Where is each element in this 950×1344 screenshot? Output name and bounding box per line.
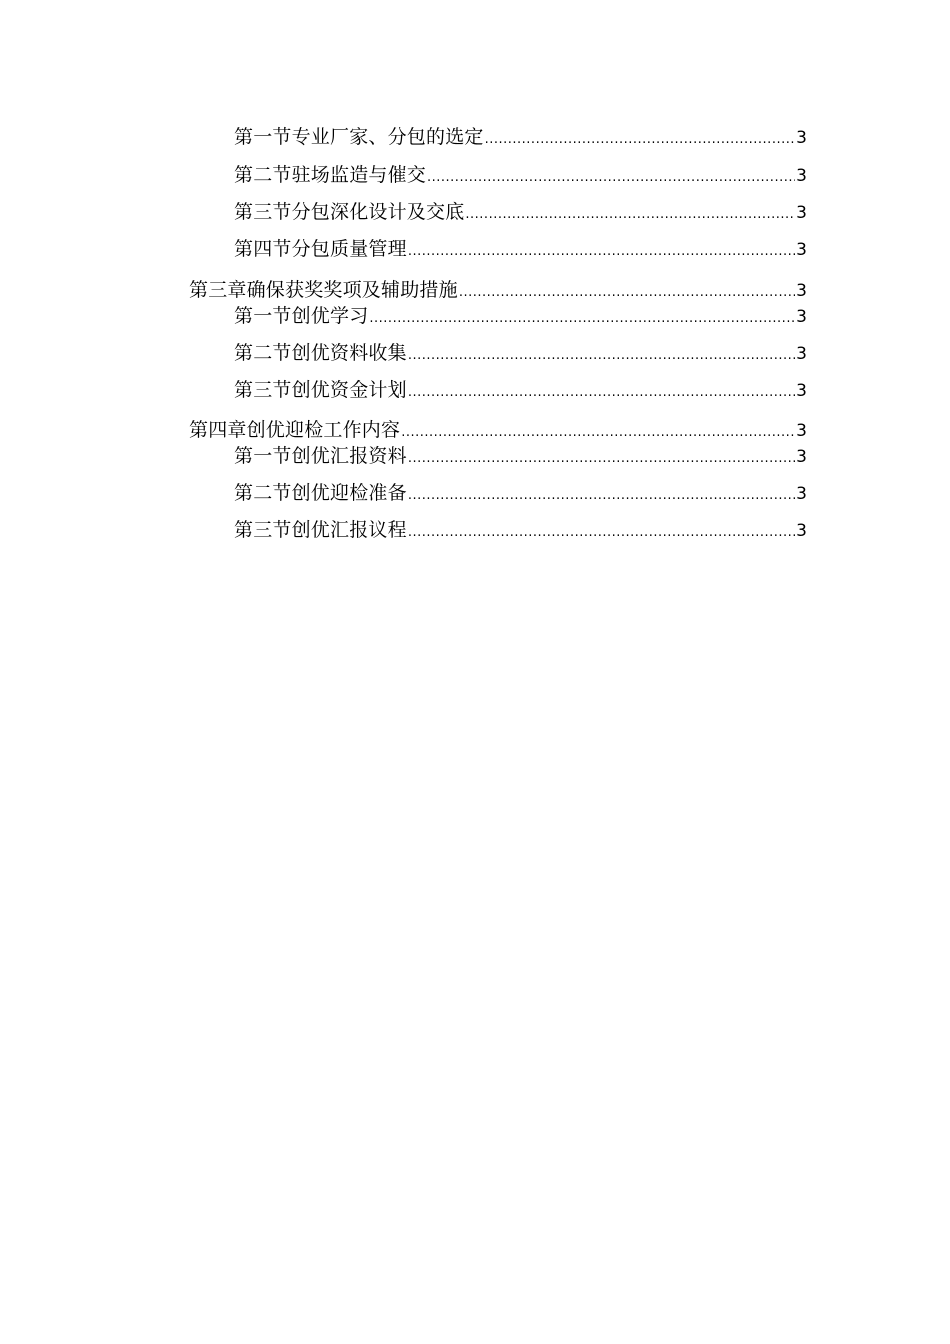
toc-entry-title: 第三章确保获奖奖项及辅助措施 [189, 279, 458, 301]
toc-entry-section[interactable] [234, 481, 807, 505]
toc-entry-section[interactable] [234, 163, 807, 187]
toc-entry-section[interactable] [234, 200, 807, 224]
toc-page-number: 3 [796, 203, 807, 223]
toc-entry-title: 第四章创优迎检工作内容 [189, 419, 401, 441]
toc-dot-leader [408, 521, 795, 545]
toc-page-number: 3 [796, 381, 807, 401]
toc-entry-chapter[interactable] [189, 418, 807, 442]
toc-entry-title: 第一节创优学习 [234, 305, 369, 327]
toc-entry-section[interactable] [234, 518, 807, 542]
toc-entry-section[interactable] [234, 304, 807, 328]
toc-page-number: 3 [796, 344, 807, 364]
toc-page-number: 3 [796, 307, 807, 327]
toc-dot-leader [408, 484, 795, 508]
toc-entry-chapter[interactable] [189, 278, 807, 302]
toc-entry-section[interactable] [234, 378, 807, 402]
toc-entry-title: 第二节驻场监造与催交 [234, 164, 427, 186]
toc-page-number: 3 [796, 421, 807, 441]
toc-entry-section[interactable] [234, 125, 807, 149]
toc-dot-leader [408, 344, 795, 368]
toc-page-number: 3 [796, 447, 807, 467]
toc-entry-section[interactable] [234, 444, 807, 468]
toc-page-number: 3 [796, 484, 807, 504]
toc-dot-leader [465, 203, 795, 227]
toc-entry-title: 第三节创优资金计划 [234, 379, 407, 401]
toc-page-number: 3 [796, 281, 807, 301]
toc-dot-leader [369, 307, 795, 331]
toc-page-number: 3 [796, 166, 807, 186]
toc-dot-leader [408, 447, 795, 471]
toc-entry-title: 第一节专业厂家、分包的选定 [234, 126, 484, 148]
toc-page-number: 3 [796, 240, 807, 260]
toc-entry-title: 第一节创优汇报资料 [234, 445, 407, 467]
toc-dot-leader [459, 281, 795, 305]
toc-dot-leader [408, 240, 795, 264]
toc-dot-leader [427, 166, 795, 190]
toc-entry-title: 第二节创优资料收集 [234, 342, 407, 364]
toc-entry-title: 第二节创优迎检准备 [234, 482, 407, 504]
toc-page-number: 3 [796, 521, 807, 541]
toc-dot-leader [485, 128, 796, 152]
toc-entry-title: 第四节分包质量管理 [234, 238, 407, 260]
toc-entry-title: 第三节分包深化设计及交底 [234, 201, 465, 223]
toc-dot-leader [401, 421, 795, 445]
toc-entry-section[interactable] [234, 237, 807, 261]
toc-entry-title: 第三节创优汇报议程 [234, 519, 407, 541]
toc-entry-section[interactable] [234, 341, 807, 365]
toc-dot-leader [408, 381, 795, 405]
toc-page-number: 3 [796, 128, 807, 148]
